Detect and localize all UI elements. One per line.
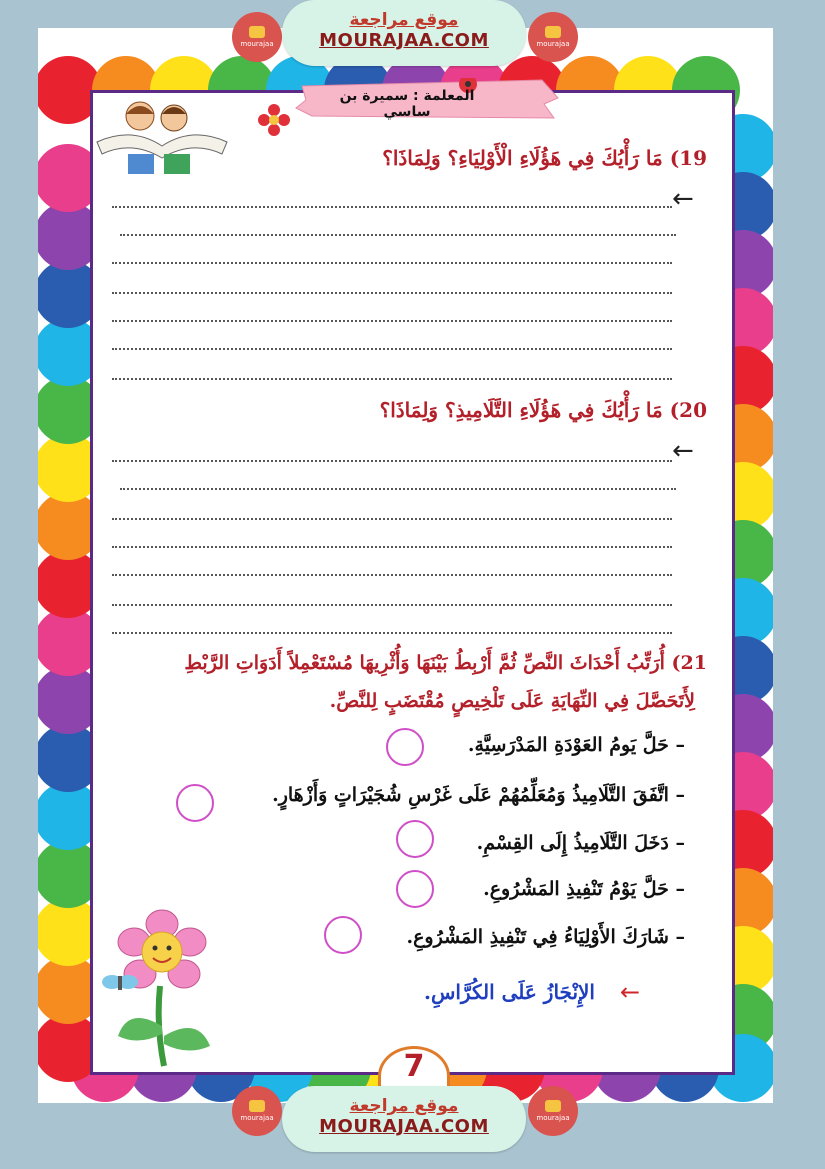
- order-circle[interactable]: [396, 870, 434, 908]
- page-number: 7: [378, 1046, 450, 1106]
- event-item: – دَخَلَ التَّلَامِيذُ إِلَى القِسْمِ.: [476, 832, 685, 854]
- answer-line[interactable]: [120, 488, 676, 490]
- children-reading-icon: [92, 96, 232, 182]
- answer-line[interactable]: [112, 292, 672, 294]
- answer-line[interactable]: [112, 604, 672, 606]
- answer-line[interactable]: [112, 320, 672, 322]
- final-instruction: الإِنْجَازُ عَلَى الكُرَّاسِ.: [423, 980, 595, 1004]
- answer-line[interactable]: [112, 460, 672, 462]
- question-20: 20) مَا رَأْيُكَ فِي هَؤُلَاءِ التَّلَامِيذِ؟ وَلِمَاذَا؟: [379, 398, 707, 422]
- answer-line[interactable]: [112, 518, 672, 520]
- event-item: – حَلَّ يَوْمُ تَنْفِيذِ المَشْرُوعِ.: [483, 878, 685, 900]
- site-name-english[interactable]: MOURAJAA.COM: [319, 30, 489, 51]
- answer-line[interactable]: [112, 546, 672, 548]
- site-logo-icon: mourajaa: [232, 1086, 282, 1136]
- question-21: 21) أُرَتِّبُ أَحْدَاثَ النَّصِّ ثُمَّ أَرْبِطُ بَيْنَهَا وَأُثْرِيهَا مُسْتَعْمِلاً أَدَوَاتِ الرَّبْطِ: [184, 652, 707, 674]
- answer-arrow-icon: ←: [672, 184, 694, 214]
- event-item: – شَارَكَ الأَوْلِيَاءُ فِي تَنْفِيذِ المَشْرُوعِ.: [406, 926, 685, 948]
- answer-line[interactable]: [112, 378, 672, 380]
- question-19: 19) مَا رَأْيُكَ فِي هَؤُلَاءِ الْأَوْلِيَاءِ؟ وَلِمَاذَا؟: [382, 146, 707, 170]
- event-item: – اتَّفَقَ التَّلَامِيذُ وَمُعَلِّمُهُمْ عَلَى غَرْسِ شُجَيْرَاتٍ وَأَزْهَارٍ.: [272, 784, 685, 806]
- answer-line[interactable]: [112, 348, 672, 350]
- site-name-arabic[interactable]: موقع مراجعة: [349, 1096, 459, 1116]
- order-circle[interactable]: [324, 916, 362, 954]
- answer-line[interactable]: [112, 574, 672, 576]
- answer-arrow-icon: ←: [672, 436, 694, 466]
- order-circle[interactable]: [396, 820, 434, 858]
- smiling-flower-icon: [98, 906, 220, 1070]
- event-item: – حَلَّ يَومُ العَوْدَةِ المَدْرَسِيَّةِ.: [467, 734, 685, 756]
- answer-line[interactable]: [112, 262, 672, 264]
- answer-line[interactable]: [112, 632, 672, 634]
- order-circle[interactable]: [176, 784, 214, 822]
- site-name-arabic[interactable]: موقع مراجعة: [349, 10, 459, 30]
- site-header-badge[interactable]: [282, 0, 526, 66]
- teacher-name: المعلمة : سميرة بن ساسي: [339, 88, 475, 120]
- flower-icon: [258, 104, 290, 136]
- site-footer-badge[interactable]: [282, 1086, 526, 1152]
- red-arrow-icon: ←: [620, 978, 641, 1006]
- question-21-line-2: لِأَتَحَصَّلَ فِي النِّهَايَةِ عَلَى تَلْخِيصٍ مُقْتَضَبٍ لِلنَّصِّ.: [329, 690, 695, 712]
- site-logo-icon: mourajaa: [528, 12, 578, 62]
- site-logo-icon: mourajaa: [528, 1086, 578, 1136]
- answer-line[interactable]: [112, 206, 672, 208]
- site-logo-icon: mourajaa: [232, 12, 282, 62]
- answer-line[interactable]: [120, 234, 676, 236]
- order-circle[interactable]: [386, 728, 424, 766]
- site-name-english[interactable]: MOURAJAA.COM: [319, 1116, 489, 1137]
